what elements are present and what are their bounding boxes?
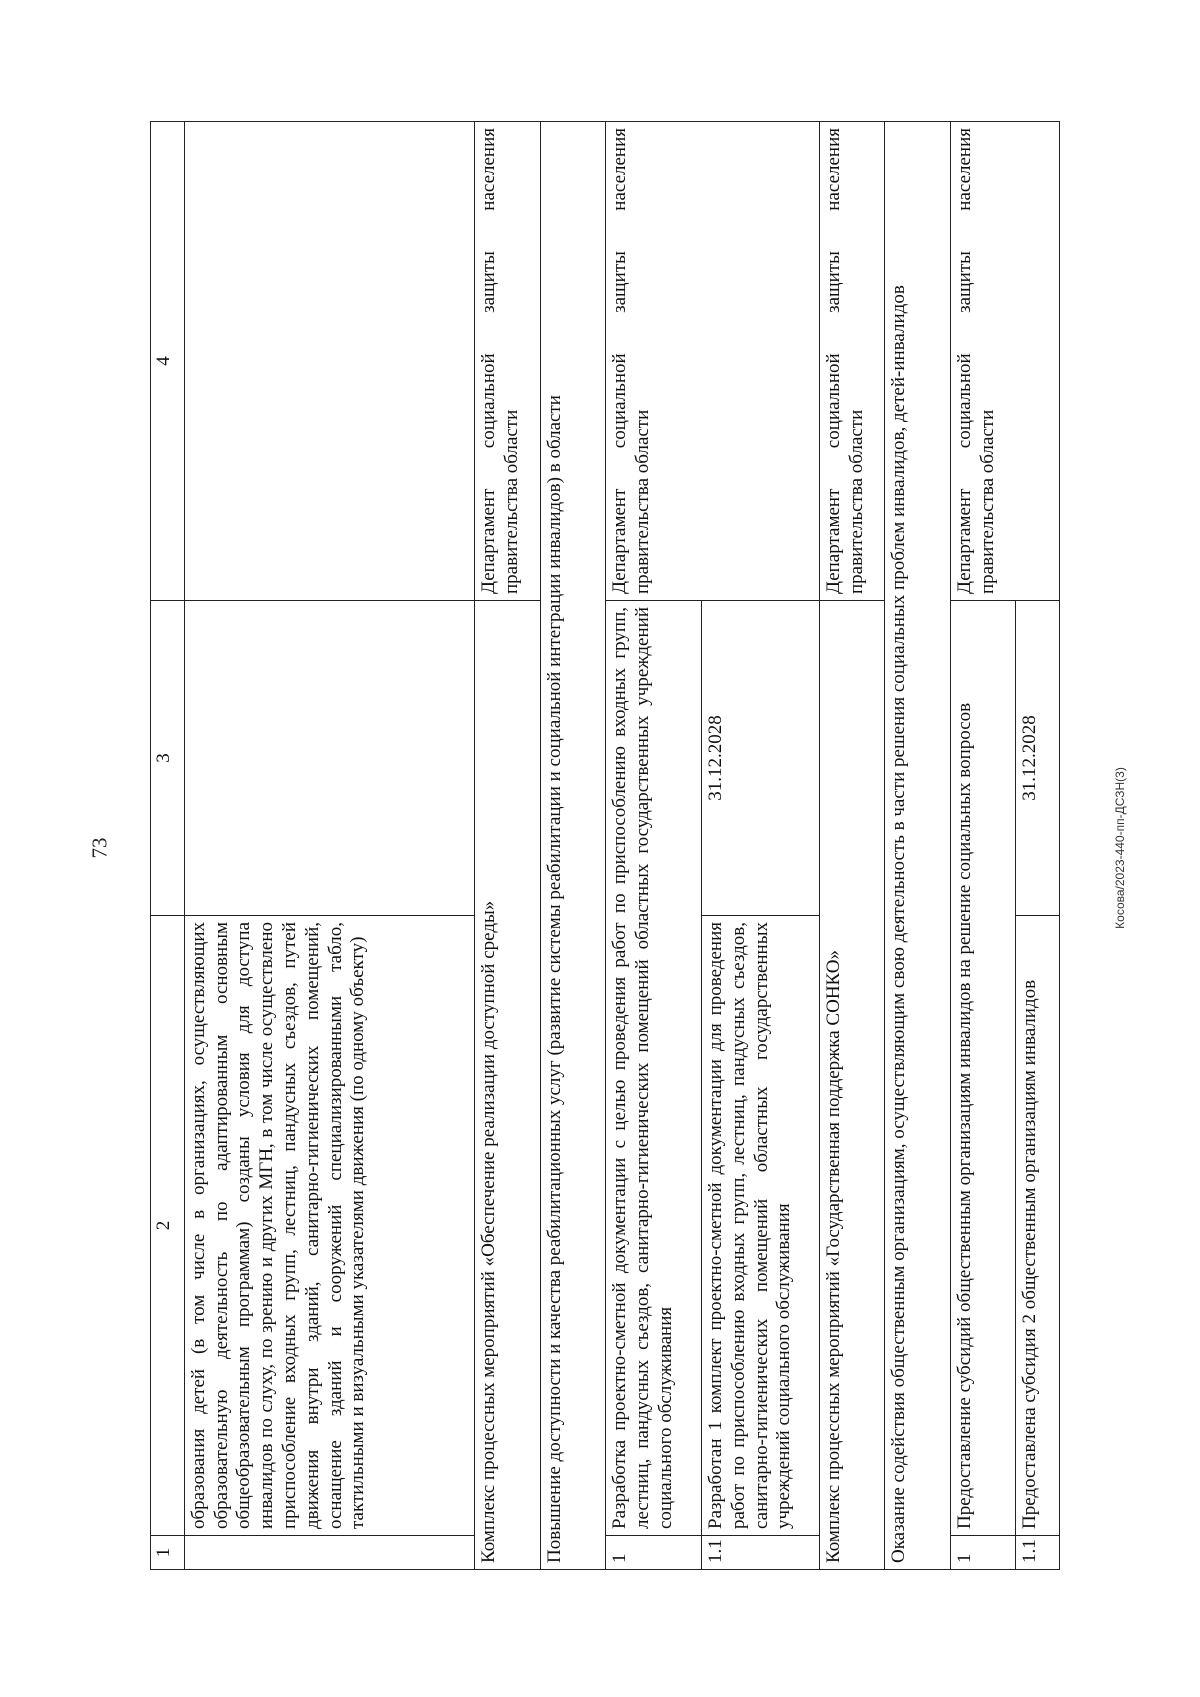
table-row xyxy=(475,122,540,1570)
table-row xyxy=(950,122,1015,1570)
table-header-row xyxy=(151,122,185,1570)
table-row xyxy=(606,122,702,1570)
section-row xyxy=(885,122,950,1570)
section-title: Повышение доступности и качества реабилитационных услуг (развитие системы реабилитации и социальной интеграции инвалидов) в области xyxy=(540,122,605,1570)
page-number: 73 xyxy=(87,837,112,859)
header-col-2: 2 xyxy=(151,916,185,1536)
complex-title: Комплекс процессных мероприятий «Государственная поддержка СОНКО» xyxy=(819,601,884,1570)
table-row xyxy=(184,122,474,1570)
activity-text: Предоставление субсидий общественным организациям инвалидов на решение социальных вопросов xyxy=(950,601,1015,1536)
activity-text: образования детей (в том числе в организациях, осуществляющих образовательную деятельность по адаптированным основным общеобразовательным программам) созданы условия для доступа инвалидов по слуху, по зрению и других МГН, в том числе осуществлено приспособление входных групп, лестниц, пандусных съездов, путей движения внутри зданий, санитарно-гигиенических помещений, оснащение зданий и сооружений специализированными табло, тактильными и визуальными указателями движения (по одному объекту) xyxy=(184,916,474,1536)
row-number: 1 xyxy=(950,1536,1015,1570)
activity-text: Разработка проектно-сметной документации с целью проведения работ по приспособлению входных групп, лестниц, пандусных съездов, санитарно-гигиенических помещений областных государственных учреждений социального обслуживания xyxy=(606,601,702,1536)
table-row xyxy=(819,122,884,1570)
section-row xyxy=(540,122,605,1570)
responsible: Департамент социальной защиты населения правительства области xyxy=(819,122,884,601)
header-col-4: 4 xyxy=(151,122,185,601)
responsible: Департамент социальной защиты населения правительства области xyxy=(606,122,820,601)
section-title: Оказание содействия общественным организациям, осуществляющим свою деятельность в части решения социальных проблем инвалидов, детей-инвалидов xyxy=(885,122,950,1570)
responsible xyxy=(184,122,474,601)
row-number: 1 xyxy=(606,1536,702,1570)
row-number xyxy=(184,1536,474,1570)
header-col-3: 3 xyxy=(151,601,185,916)
deadline xyxy=(184,601,474,916)
deadline: 31.12.2028 xyxy=(702,601,820,916)
plan-table xyxy=(150,121,1060,1570)
complex-title: Комплекс процессных мероприятий «Обеспечение реализации доступной среды» xyxy=(475,601,540,1570)
responsible: Департамент социальной защиты населения правительства области xyxy=(475,122,540,601)
rotated-table-wrapper xyxy=(150,122,1060,1570)
responsible: Департамент социальной защиты населения правительства области xyxy=(950,122,1059,601)
header-col-1: 1 xyxy=(151,1536,185,1570)
activity-text: Разработан 1 комплект проектно-сметной документации для проведения работ по приспособлению входных групп, лестниц, пандусных съездов, санитарно-гигиенических помещений областных государственных учреждений социального обслуживания xyxy=(702,916,820,1536)
document-id: Косова/2023-440-пп-ДСЗН(3) xyxy=(1113,767,1127,929)
row-number: 1.1 xyxy=(1016,1536,1060,1570)
row-number: 1.1 xyxy=(702,1536,820,1570)
activity-text: Предоставлена субсидия 2 общественным организациям инвалидов xyxy=(1016,916,1060,1536)
deadline: 31.12.2028 xyxy=(1016,601,1060,916)
